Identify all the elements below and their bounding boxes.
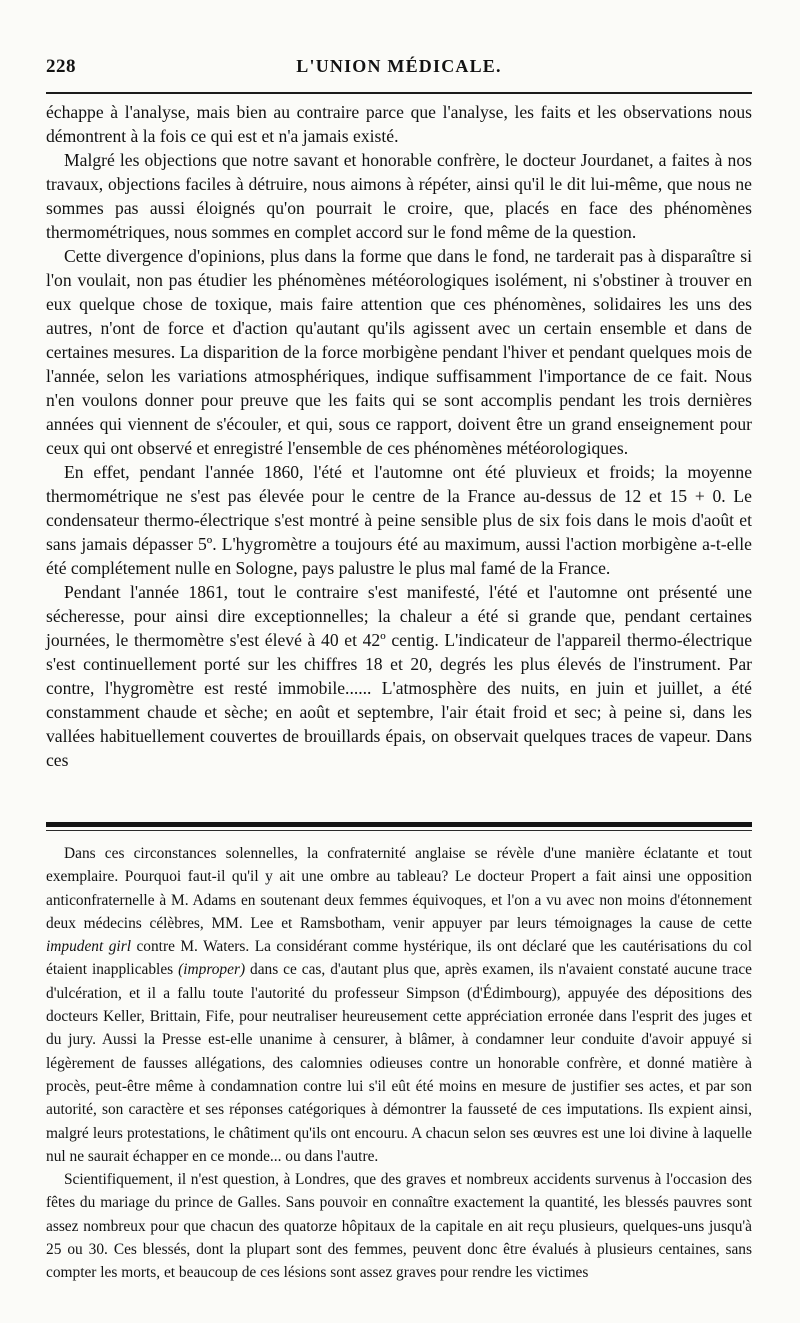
divider-thin-rule [46, 830, 752, 831]
main-paragraph-3: Cette divergence d'opinions, plus dans la forme que dans le fond, ne tarderait pas à disparaître si l'on voulait, non pas étudier les phénomènes météorologiques isolément, ni s'obstiner à trouver en eux quelque chose de toxique, mais faire attention que ces phénomènes, solidaires les uns des autres, n'ont de force et d'action qu'autant qu'ils agissent avec un certain ensemble et dans de certaines mesures. La disparition de la force morbigène pendant l'hiver et pendant quelques mois de l'année, selon les variations atmosphériques, indique suffisamment l'importance de ce fait. Nous n'en voulons donner pour preuve que les faits qui se sont accomplis pendant les trois dernières années qui viennent de s'écouler, et qui, sous ce rapport, doivent être un grand enseignement pour ceux qui ont observé et enregistré l'ensemble de ces phénomènes météorologiques. [46, 246, 752, 458]
main-paragraph-5: Pendant l'année 1861, tout le contraire s'est manifesté, l'été et l'automne ont présenté une sécheresse, pour ainsi dire exceptionnelles; la chaleur a été si grande que, pendant certaines journées, le thermomètre s'est élevé à 40 et 42º centig. L'indicateur de l'appareil thermo-électrique s'est continuellement porté sur les chiffres 18 et 20, degrés les plus élevés de l'instrument. Par contre, l'hygromètre est resté immobile...... L'atmosphère des nuits, en juin et juillet, a été constamment chaude et sèche; en août et septembre, l'air était froid et sec; à peine si, dans les vallées habituellement couvertes de brouillards épais, on observait quelques traces de vapeur. Dans ces [46, 582, 752, 770]
footnote-italic-phrase: (improper) [178, 961, 246, 979]
page-header [46, 56, 752, 96]
header-rule [46, 92, 752, 94]
footnote-divider [46, 820, 752, 834]
footnote-italic-phrase: impudent girl [46, 938, 131, 956]
divider-thick-rule [46, 822, 752, 827]
footnote-paragraph-1 [46, 842, 752, 1168]
main-paragraph-1: échappe à l'analyse, mais bien au contraire parce que l'analyse, les faits et les observations nous démontrent à la fois ce qui est et n'a jamais existé. [46, 102, 752, 146]
main-paragraph-4: En effet, pendant l'année 1860, l'été et l'automne ont été pluvieux et froids; la moyenne thermométrique ne s'est pas élevée pour le centre de la France au-dessus de 12 et 15 + 0. Le condensateur thermo-électrique s'est montré à peine sensible plus de six fois dans le mois d'août et sans jamais dépasser 5º. L'hygromètre a toujours été au maximum, aussi l'action morbigène a-t-elle été complétement nulle en Sologne, pays palustre le plus mal famé de la France. [46, 462, 752, 578]
footnote-text: Dans ces circonstances solennelles, la confraternité anglaise se révèle d'une manière éclatante et tout exemplaire. Pourquoi faut-il qu'il y ait une ombre au tableau? Le docteur Propert a fait ainsi une opposition anticonfraternelle à M. Adams en soutenant deux femmes équivoques, et l'on a vu avec non moins d'étonnement deux médecins célèbres, MM. Lee et Ramsbotham, venir appuyer par leurs témoignages la cause de cette [46, 845, 752, 932]
footnote-text: dans ce cas, d'autant plus que, après examen, ils n'avaient constaté aucune trace d'ulcération, et il a fallu toute l'autorité du professeur Simpson (d'Édimbourg), appuyée des dépositions des docteurs Keller, Brittain, Fife, pour neutraliser heureusement cette appréciation erronée dans l'esprit des juges et du jury. Aussi la Presse est-elle unanime à censurer, à blâmer, à condamner leur conduite d'avoir appuyé si légèrement de fausses allégations, des calomnies odieuses contre un honorable confrère, et donné matière à procès, peut-être même à condamnation contre lui s'il eût été moins en mesure de justifier ses actes, et par son autorité, son caractère et ses réponses catégoriques à démontrer la fausseté de ces imputations. Ils expient ainsi, malgré leurs protestations, le châtiment qu'ils ont encouru. A chacun selon ses œuvres est une loi divine à laquelle nul ne saurait échapper en ce monde... ou dans l'autre. [46, 961, 752, 1165]
page-number: 228 [46, 56, 76, 77]
footnote-paragraph-2: Scientifiquement, il n'est question, à Londres, que des graves et nombreux accidents survenus à l'occasion des fêtes du mariage du prince de Galles. Sans pouvoir en connaître exactement la quantité, les blessés pauvres sont assez nombreux pour que chacun des quatorze hôpitaux de la capitale en ait reçu plusieurs, quelques-uns jusqu'à 25 ou 30. Ces blessés, dont la plupart sont des femmes, peuvent donc être évalués à plusieurs centaines, sans compter les morts, et beaucoup de ces lésions sont assez graves pour rendre les victimes [46, 1171, 752, 1282]
footnote-block [46, 842, 752, 1285]
main-text [46, 100, 752, 772]
footnote-text: contre M. Waters. La considérant comme hystérique, ils ont déclaré que les cautérisations du col étaient inapplicables [46, 938, 752, 979]
running-title: L'UNION MÉDICALE. [296, 56, 502, 76]
main-paragraph-2: Malgré les objections que notre savant et honorable confrère, le docteur Jourdanet, a faites à nos travaux, objections faciles à détruire, nous aimons à répéter, ainsi qu'il le dit lui-même, que nous ne sommes pas aussi éloignés qu'on pourrait le croire, que, placés en face des phénomènes thermométriques, nous sommes en complet accord sur le fond même de la question. [46, 150, 752, 242]
